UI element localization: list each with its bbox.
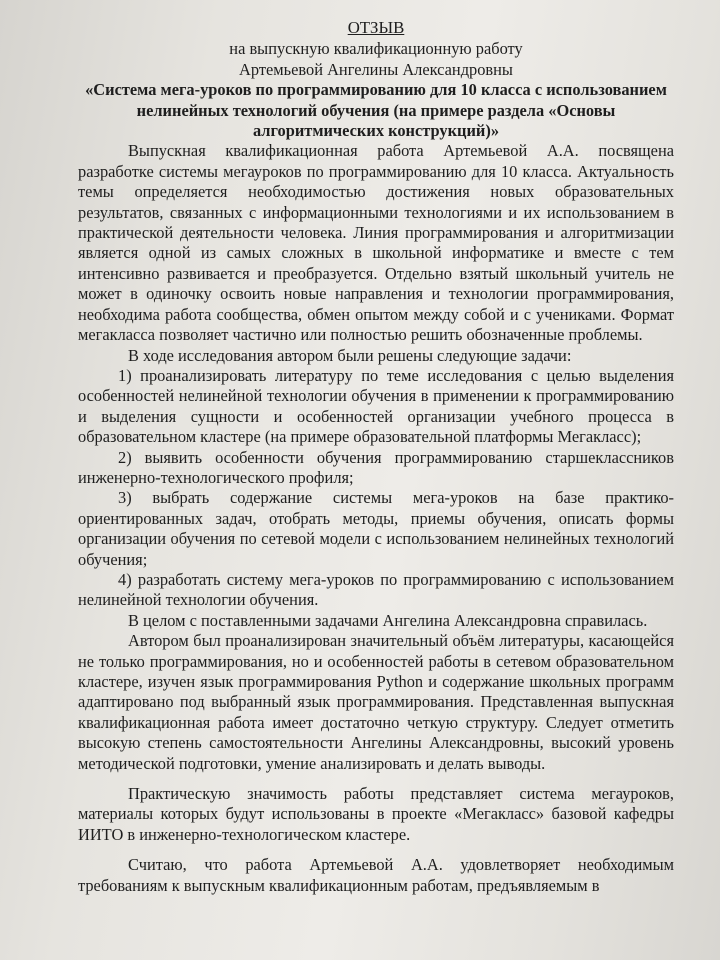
review-text bbox=[78, 18, 674, 896]
paragraph-relevance: Выпускная квалификационная работа Артемьевой А.А. посвящена разработке системы мегауроков по программированию для 10 класса. Актуальность темы определяется необходимостью достижения новых образовательных результатов, связанных с информационными технологиями и их использованием в практической деятельности человека. Линия программирования и алгоритмизации является одной из самых сложных в школьной информатике и вместе с тем интенсивно развивается и преобразуется. Отдельно взятый школьный учитель не может в одиночку освоить новые направления и технологии программирования, необходима работа сообщества, обмен опытом между собой и с учениками. Формат мегакласса позволяет частично или полностью решить обозначенные проблемы. bbox=[78, 141, 674, 345]
task-item-2: 2) выявить особенности обучения программированию старшеклассников инженерно-технологического профиля; bbox=[78, 447, 674, 487]
paragraph-practical-significance: Практическую значимость работы представляет система мегауроков, материалы которых будут использованы в проекте «Мегакласс» базовой кафедры ИИТО в инженерно-технологическом кластере. bbox=[78, 784, 674, 844]
task-item-1: 1) проанализировать литературу по теме исследования с целью выделения особенностей нелинейной технологии обучения в применении к программированию и выделения сущности и особенностей организации учебного процесса в образовательном кластере (на примере образовательной платформы Мегакласс); bbox=[78, 365, 674, 447]
paragraph-analysis: Автором был проанализирован значительный объём литературы, касающейся не только программирования, но и особенностей работы в сетевом образовательном кластере, изучен язык программирования Python и содержание школьных программ адаптировано под выбранный язык программирования. Представленная выпускная квалификационная работа имеет достаточно четкую структуру. Следует отметить высокую степень самостоятельности Ангелины Александровны, высокий уровень методической подготовки, умение анализировать и делать выводы. bbox=[78, 631, 674, 773]
work-title: «Система мега-уроков по программированию для 10 класса с использованием нелинейных технологий обучения (на примере раздела «Основы алгоритмических конструкций)» bbox=[85, 80, 667, 141]
paragraph-conclusion-tasks: В целом с поставленными задачами Ангелина Александровна справилась. bbox=[128, 610, 648, 630]
tasks-intro: В ходе исследования автором были решены следующие задачи: bbox=[128, 345, 572, 365]
document-heading: ОТЗЫВ bbox=[347, 18, 405, 37]
task-item-3: 3) выбрать содержание системы мега-уроков на базе практико-ориентированных задач, отобрать методы, приемы обучения, описать формы организации обучения по сетевой модели с использованием нелинейных технологий обучения; bbox=[78, 488, 674, 569]
document-subheading-author: Артемьевой Ангелины Александровны bbox=[239, 59, 513, 79]
task-item-4: 4) разработать систему мега-уроков по программированию с использованием нелинейной технологии обучения. bbox=[78, 569, 674, 610]
paragraph-verdict: Считаю, что работа Артемьевой А.А. удовлетворяет необходимым требованиям к выпускным квалификационным работам, предъявляемым в bbox=[78, 855, 674, 895]
document-subheading-work: на выпускную квалификационную работу bbox=[229, 39, 523, 59]
